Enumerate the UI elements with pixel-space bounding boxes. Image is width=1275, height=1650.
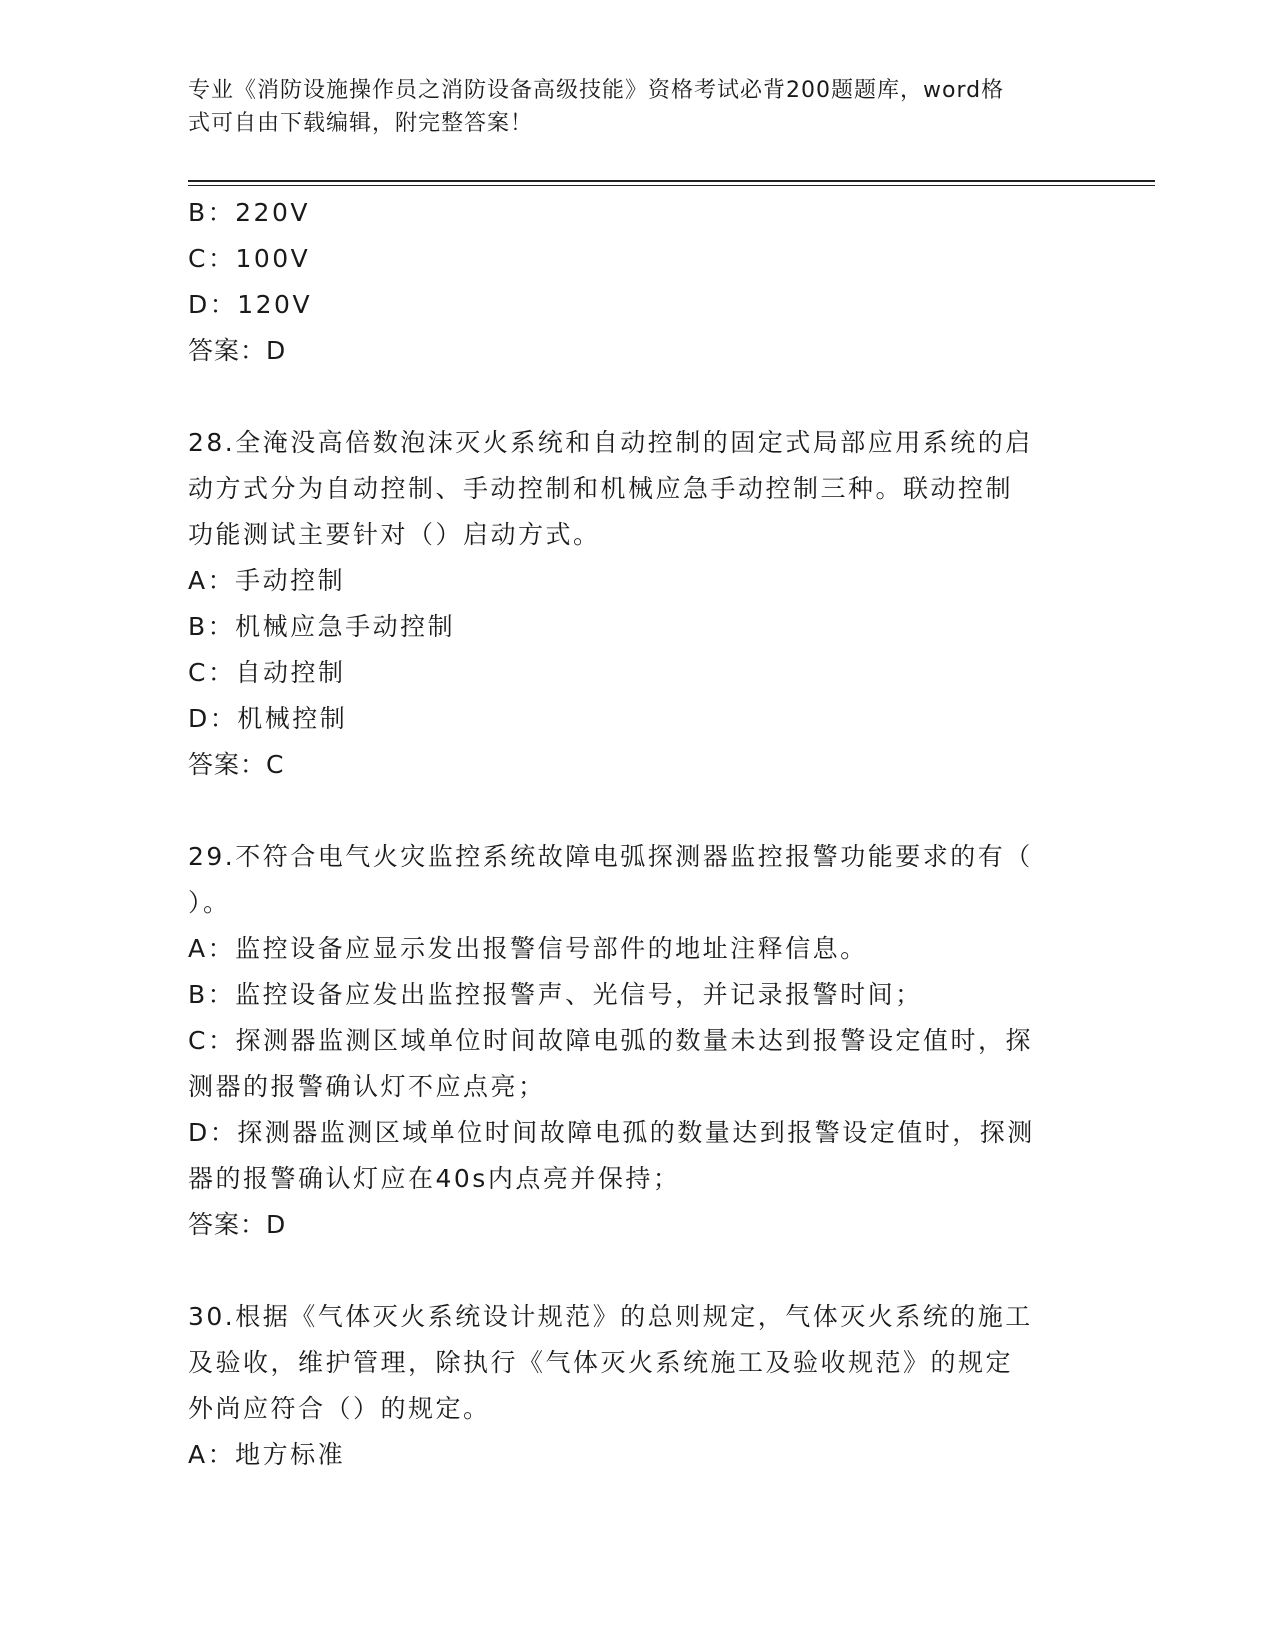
prev-answer: 答案：D xyxy=(188,336,287,365)
q30-option-a: A：地方标准 xyxy=(188,1440,346,1469)
prev-option-c: C：100V xyxy=(188,244,311,273)
q28-option-b: B：机械应急手动控制 xyxy=(188,612,456,641)
q28-stem-line-1: 28.全淹没高倍数泡沫灭火系统和自动控制的固定式局部应用系统的启 xyxy=(188,428,1033,457)
q29-option-d-line-2: 器的报警确认灯应在40s内点亮并保持； xyxy=(188,1164,681,1193)
q29-option-c-line-1: C：探测器监测区域单位时间故障电弧的数量未达到报警设定值时，探 xyxy=(188,1026,1033,1055)
spacer xyxy=(188,1248,1093,1294)
prev-option-d: D：120V xyxy=(188,290,313,319)
question-content xyxy=(188,190,1093,1478)
q28-stem-line-2: 动方式分为自动控制、手动控制和机械应急手动控制三种。联动控制 xyxy=(188,474,1014,503)
header-line-2: 式可自由下载编辑，附完整答案！ xyxy=(188,111,534,136)
document-header xyxy=(188,74,1068,140)
q28-option-a: A：手动控制 xyxy=(188,566,346,595)
q29-answer: 答案：D xyxy=(188,1210,287,1239)
spacer xyxy=(188,374,1093,420)
q30-stem-line-2: 及验收，维护管理，除执行《气体灭火系统施工及验收规范》的规定 xyxy=(188,1348,1014,1377)
header-rule-thin xyxy=(188,185,1155,186)
q28-answer: 答案：C xyxy=(188,750,285,779)
q28-stem-line-3: 功能测试主要针对（）启动方式。 xyxy=(188,520,601,549)
q30-stem-line-1: 30.根据《气体灭火系统设计规范》的总则规定，气体灭火系统的施工 xyxy=(188,1302,1033,1331)
prev-option-b: B：220V xyxy=(188,198,310,227)
q28-option-c: C：自动控制 xyxy=(188,658,346,687)
q29-stem-line-1: 29.不符合电气火灾监控系统故障电弧探测器监控报警功能要求的有（ xyxy=(188,842,1033,871)
header-rule-thick xyxy=(188,180,1155,182)
q28-option-d: D：机械控制 xyxy=(188,704,348,733)
q29-option-a: A：监控设备应显示发出报警信号部件的地址注释信息。 xyxy=(188,934,868,963)
q29-option-b: B：监控设备应发出监控报警声、光信号，并记录报警时间； xyxy=(188,980,923,1009)
spacer xyxy=(188,788,1093,834)
q29-stem-line-2: ）。 xyxy=(188,888,231,917)
header-line-1: 专业《消防设施操作员之消防设备高级技能》资格考试必背200题题库，word格 xyxy=(188,78,1005,103)
q29-option-c-line-2: 测器的报警确认灯不应点亮； xyxy=(188,1072,546,1101)
q29-option-d-line-1: D：探测器监测区域单位时间故障电孤的数量达到报警设定值时，探测 xyxy=(188,1118,1035,1147)
q30-stem-line-3: 外尚应符合（）的规定。 xyxy=(188,1394,491,1423)
